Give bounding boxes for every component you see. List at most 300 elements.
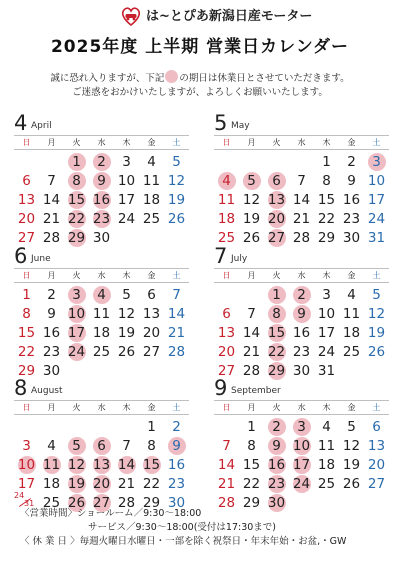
day-number: 2 <box>347 153 356 170</box>
day-cell <box>364 474 389 493</box>
day-grid <box>14 152 189 247</box>
day-cell <box>39 323 64 342</box>
day-number: 10 <box>367 172 386 189</box>
weekday-label: 土 <box>372 403 381 412</box>
day-cell <box>64 152 89 171</box>
day-cell <box>139 152 164 171</box>
day-number: 13 <box>17 191 36 208</box>
day-cell <box>139 285 164 304</box>
month-header <box>14 111 189 135</box>
notice-line-1 <box>0 70 400 86</box>
day-cell <box>289 417 314 436</box>
day-grid <box>214 152 389 247</box>
day-number: 3 <box>22 437 31 454</box>
day-number: 9 <box>347 172 356 189</box>
day-cell <box>114 190 139 209</box>
day-number: 23 <box>92 210 111 227</box>
day-cell <box>314 474 339 493</box>
day-cell <box>264 323 289 342</box>
day-number: 10 <box>292 437 311 454</box>
weekday-header <box>14 400 189 415</box>
day-number: 21 <box>242 343 261 360</box>
weekday-label: 土 <box>172 271 181 280</box>
day-cell <box>339 152 364 171</box>
weekday-label: 水 <box>97 138 106 147</box>
day-number: 27 <box>17 229 36 246</box>
day-cell <box>264 436 289 455</box>
month-name: August <box>31 386 63 396</box>
day-number: 22 <box>267 343 286 360</box>
day-number: 10 <box>17 456 36 473</box>
day-cell <box>64 304 89 323</box>
month-number: 8 <box>14 376 28 400</box>
day-cell <box>314 342 339 361</box>
day-number: 3 <box>293 418 311 436</box>
weekday-label: 木 <box>122 138 131 147</box>
day-number: 1 <box>247 418 256 435</box>
day-number: 23 <box>42 343 61 360</box>
day-number: 4 <box>47 437 56 454</box>
page-title: 2025年度 上半期 営業日カレンダー <box>50 37 350 57</box>
day-cell <box>89 342 114 361</box>
day-cell <box>314 304 339 323</box>
day-cell <box>314 436 339 455</box>
weekday-label: 日 <box>22 271 31 280</box>
month-header <box>214 244 389 268</box>
weekday-label: 月 <box>247 271 256 280</box>
month-header <box>214 376 389 400</box>
day-number: 15 <box>67 191 86 208</box>
day-cell <box>339 455 364 474</box>
day-cell <box>314 323 339 342</box>
day-number: 2 <box>47 286 56 303</box>
weekday-label: 日 <box>222 271 231 280</box>
day-cell <box>214 209 239 228</box>
day-cell <box>314 209 339 228</box>
day-number: 7 <box>122 437 131 454</box>
day-number: 14 <box>42 191 61 208</box>
month-number: 4 <box>14 111 28 135</box>
day-number: 24 <box>14 491 25 500</box>
empty-cell <box>289 152 314 171</box>
day-number: 9 <box>47 305 56 322</box>
weekday-label: 木 <box>322 271 331 280</box>
day-cell <box>139 323 164 342</box>
day-cell <box>139 342 164 361</box>
day-cell <box>14 171 39 190</box>
day-number: 13 <box>217 324 236 341</box>
day-cell <box>139 417 164 436</box>
day-number: 5 <box>347 418 356 435</box>
day-number: 13 <box>267 191 286 208</box>
day-cell <box>289 455 314 474</box>
day-number: 8 <box>247 437 256 454</box>
day-grid <box>14 417 189 512</box>
day-cell <box>264 342 289 361</box>
weekday-label: 火 <box>272 403 281 412</box>
notice-line-2: ご迷惑をおかけいたしますが、よろしくお願いいたします。 <box>72 87 328 98</box>
month-april <box>14 111 189 247</box>
empty-cell <box>39 152 64 171</box>
day-cell <box>264 455 289 474</box>
day-number: 13 <box>367 437 386 454</box>
day-cell <box>114 285 139 304</box>
day-grid <box>214 285 389 380</box>
day-number: 24 <box>317 343 336 360</box>
empty-cell <box>114 417 139 436</box>
day-number: 4 <box>93 286 111 304</box>
day-cell <box>214 171 239 190</box>
weekday-label: 金 <box>347 271 356 280</box>
day-cell <box>164 342 189 361</box>
day-cell <box>364 152 389 171</box>
day-number: 3 <box>68 286 86 304</box>
month-number: 9 <box>214 376 228 400</box>
day-cell <box>64 190 89 209</box>
day-number: 10 <box>67 305 86 322</box>
day-number: 28 <box>217 494 236 511</box>
day-number: 13 <box>142 305 161 322</box>
day-number: 21 <box>117 475 136 492</box>
day-cell <box>14 190 39 209</box>
day-cell <box>364 285 389 304</box>
day-number: 29 <box>317 229 336 246</box>
hours-showroom: 〈営業時間〉ショールーム／9:30～18:00 <box>20 508 202 519</box>
day-number: 20 <box>142 324 161 341</box>
day-number: 24 <box>367 210 386 227</box>
day-cell <box>164 455 189 474</box>
day-number: 29 <box>242 494 261 511</box>
day-number: 17 <box>17 475 36 492</box>
day-number: 21 <box>42 210 61 227</box>
day-cell <box>339 285 364 304</box>
day-cell <box>264 417 289 436</box>
day-cell <box>364 342 389 361</box>
day-number: 17 <box>367 191 386 208</box>
day-number: 18 <box>42 475 61 492</box>
weekday-label: 土 <box>372 271 381 280</box>
day-number: 30 <box>342 229 361 246</box>
day-number: 11 <box>142 172 161 189</box>
day-number: 14 <box>242 324 261 341</box>
day-number: 1 <box>322 153 331 170</box>
day-cell <box>89 323 114 342</box>
day-number: 6 <box>93 437 111 455</box>
day-cell <box>289 209 314 228</box>
weekday-label: 日 <box>222 403 231 412</box>
day-cell <box>364 171 389 190</box>
day-cell <box>114 342 139 361</box>
day-cell <box>264 209 289 228</box>
day-number: 30 <box>167 494 186 511</box>
day-cell <box>239 342 264 361</box>
day-cell <box>364 209 389 228</box>
day-number: 29 <box>267 362 286 379</box>
day-cell <box>289 474 314 493</box>
day-number: 18 <box>92 324 111 341</box>
day-number: 4 <box>322 418 331 435</box>
day-cell <box>364 323 389 342</box>
day-number: 24 <box>67 343 86 360</box>
day-grid <box>214 417 389 512</box>
weekday-label: 木 <box>322 138 331 147</box>
day-number: 2 <box>268 418 286 436</box>
day-number: 31 <box>317 362 336 379</box>
empty-cell <box>14 417 39 436</box>
month-july <box>214 244 389 380</box>
day-cell <box>39 455 64 474</box>
day-number: 9 <box>93 172 111 190</box>
day-number: 10 <box>117 172 136 189</box>
day-cell <box>164 209 189 228</box>
day-number: 8 <box>22 305 31 322</box>
day-number: 8 <box>68 172 86 190</box>
day-cell <box>139 190 164 209</box>
day-number: 2 <box>293 286 311 304</box>
day-number: 27 <box>217 362 236 379</box>
day-cell <box>114 152 139 171</box>
day-cell <box>139 455 164 474</box>
day-number: 19 <box>117 324 136 341</box>
day-cell <box>164 152 189 171</box>
month-september <box>214 376 389 512</box>
weekday-label: 水 <box>97 271 106 280</box>
day-cell <box>214 304 239 323</box>
day-number: 3 <box>122 153 131 170</box>
weekday-label: 水 <box>297 271 306 280</box>
day-cell <box>114 171 139 190</box>
empty-cell <box>89 417 114 436</box>
day-number: 15 <box>317 191 336 208</box>
day-cell <box>114 209 139 228</box>
day-cell <box>164 417 189 436</box>
day-cell <box>239 455 264 474</box>
day-cell <box>214 474 239 493</box>
day-number: 7 <box>47 172 56 189</box>
day-number: 15 <box>17 324 36 341</box>
day-number: 16 <box>167 456 186 473</box>
day-number: 16 <box>267 456 286 473</box>
day-number: 15 <box>267 324 286 341</box>
day-cell <box>264 171 289 190</box>
day-number: 12 <box>342 437 361 454</box>
day-cell <box>89 190 114 209</box>
weekday-label: 火 <box>72 138 81 147</box>
day-cell <box>239 171 264 190</box>
day-number: 7 <box>222 437 231 454</box>
day-cell <box>339 171 364 190</box>
holiday-mark-icon <box>165 70 178 83</box>
notice <box>0 70 400 100</box>
empty-cell <box>239 285 264 304</box>
day-number: 18 <box>317 456 336 473</box>
day-number: 25 <box>317 475 336 492</box>
day-cell <box>64 323 89 342</box>
day-number: 12 <box>167 172 186 189</box>
day-number: 13 <box>92 456 111 473</box>
day-number: 20 <box>367 456 386 473</box>
day-number: 29 <box>17 362 36 379</box>
day-number: 12 <box>67 456 86 473</box>
day-number: 27 <box>267 229 286 246</box>
day-number: 11 <box>342 305 361 322</box>
weekday-label: 木 <box>322 403 331 412</box>
day-number: 10 <box>317 305 336 322</box>
day-number: 17 <box>292 456 311 473</box>
day-cell <box>264 190 289 209</box>
weekday-label: 木 <box>122 403 131 412</box>
day-number: 26 <box>342 475 361 492</box>
day-number: 12 <box>367 305 386 322</box>
day-cell <box>39 342 64 361</box>
day-cell <box>89 171 114 190</box>
day-number: 16 <box>92 191 111 208</box>
day-number: 9 <box>293 305 311 323</box>
day-number: 17 <box>117 191 136 208</box>
day-number: 20 <box>217 343 236 360</box>
weekday-header <box>14 135 189 150</box>
month-number: 6 <box>14 244 28 268</box>
day-number: 16 <box>42 324 61 341</box>
month-name: May <box>231 121 250 131</box>
day-number: 2 <box>93 153 111 171</box>
day-number: 17 <box>317 324 336 341</box>
day-cell <box>364 417 389 436</box>
day-number: 18 <box>342 324 361 341</box>
day-number: 9 <box>268 437 286 455</box>
day-number: 25 <box>42 494 61 511</box>
empty-cell <box>14 152 39 171</box>
weekday-label: 月 <box>47 271 56 280</box>
day-number: 11 <box>42 456 61 473</box>
weekday-header <box>214 268 389 283</box>
day-number: 4 <box>347 286 356 303</box>
day-cell <box>164 474 189 493</box>
day-number: 18 <box>142 191 161 208</box>
day-cell <box>214 323 239 342</box>
day-cell <box>164 190 189 209</box>
day-number: 20 <box>92 475 111 492</box>
day-cell <box>139 474 164 493</box>
day-cell <box>364 190 389 209</box>
day-cell <box>339 190 364 209</box>
day-number: 27 <box>367 475 386 492</box>
day-cell <box>214 436 239 455</box>
day-number: 27 <box>92 494 111 511</box>
day-number: 7 <box>247 305 256 322</box>
day-cell <box>339 417 364 436</box>
day-cell <box>64 171 89 190</box>
day-number: 26 <box>67 494 86 511</box>
month-june <box>14 244 189 380</box>
day-number: 8 <box>268 305 286 323</box>
day-number: 18 <box>217 210 236 227</box>
day-grid <box>14 285 189 380</box>
day-cell <box>314 190 339 209</box>
month-number: 5 <box>214 111 228 135</box>
day-number: 5 <box>68 437 86 455</box>
day-cell <box>114 455 139 474</box>
day-number: 11 <box>317 437 336 454</box>
day-number: 1 <box>22 286 31 303</box>
day-cell <box>289 342 314 361</box>
day-cell <box>64 209 89 228</box>
month-header <box>14 244 189 268</box>
day-cell <box>339 436 364 455</box>
day-cell <box>89 436 114 455</box>
day-number: 5 <box>122 286 131 303</box>
day-cell <box>89 474 114 493</box>
day-cell <box>39 171 64 190</box>
empty-cell <box>239 152 264 171</box>
day-cell <box>239 436 264 455</box>
notice-line-1-after: の期日は休業日とさせていただきます。 <box>179 73 350 84</box>
weekday-label: 火 <box>272 138 281 147</box>
brand-name: は~とぴあ新潟日産モーター <box>146 9 313 24</box>
day-number: 12 <box>117 305 136 322</box>
weekday-label: 水 <box>97 403 106 412</box>
day-number: 21 <box>292 210 311 227</box>
day-number: 14 <box>117 456 136 473</box>
day-number: 6 <box>22 172 31 189</box>
day-number: 22 <box>242 475 261 492</box>
day-cell <box>114 436 139 455</box>
day-cell <box>164 436 189 455</box>
day-cell <box>164 323 189 342</box>
day-cell <box>289 190 314 209</box>
day-number: 1 <box>147 418 156 435</box>
day-cell <box>339 323 364 342</box>
empty-cell <box>39 417 64 436</box>
day-number: 26 <box>167 210 186 227</box>
day-cell <box>14 285 39 304</box>
day-number: 23 <box>292 343 311 360</box>
day-cell <box>39 190 64 209</box>
day-cell <box>264 474 289 493</box>
day-number: 26 <box>367 343 386 360</box>
header <box>0 0 400 60</box>
day-number: 27 <box>142 343 161 360</box>
weekday-label: 日 <box>22 403 31 412</box>
day-number: 30 <box>92 229 111 246</box>
day-number: 16 <box>342 191 361 208</box>
day-cell <box>264 285 289 304</box>
day-number: 22 <box>142 475 161 492</box>
day-cell <box>89 209 114 228</box>
empty-cell <box>264 152 289 171</box>
day-cell <box>89 152 114 171</box>
day-cell <box>289 323 314 342</box>
day-number: 28 <box>117 494 136 511</box>
day-cell <box>214 342 239 361</box>
empty-cell <box>214 152 239 171</box>
day-number: 25 <box>92 343 111 360</box>
day-cell <box>64 342 89 361</box>
weekday-label: 火 <box>72 271 81 280</box>
weekday-label: 火 <box>272 271 281 280</box>
day-number: 21 <box>167 324 186 341</box>
weekday-label: 日 <box>22 138 31 147</box>
day-cell <box>114 304 139 323</box>
day-number: 29 <box>142 494 161 511</box>
day-number: 6 <box>268 172 286 190</box>
day-cell <box>139 436 164 455</box>
day-number: 21 <box>217 475 236 492</box>
day-cell <box>89 455 114 474</box>
day-cell <box>164 171 189 190</box>
day-number: 1 <box>268 286 286 304</box>
day-cell <box>14 304 39 323</box>
